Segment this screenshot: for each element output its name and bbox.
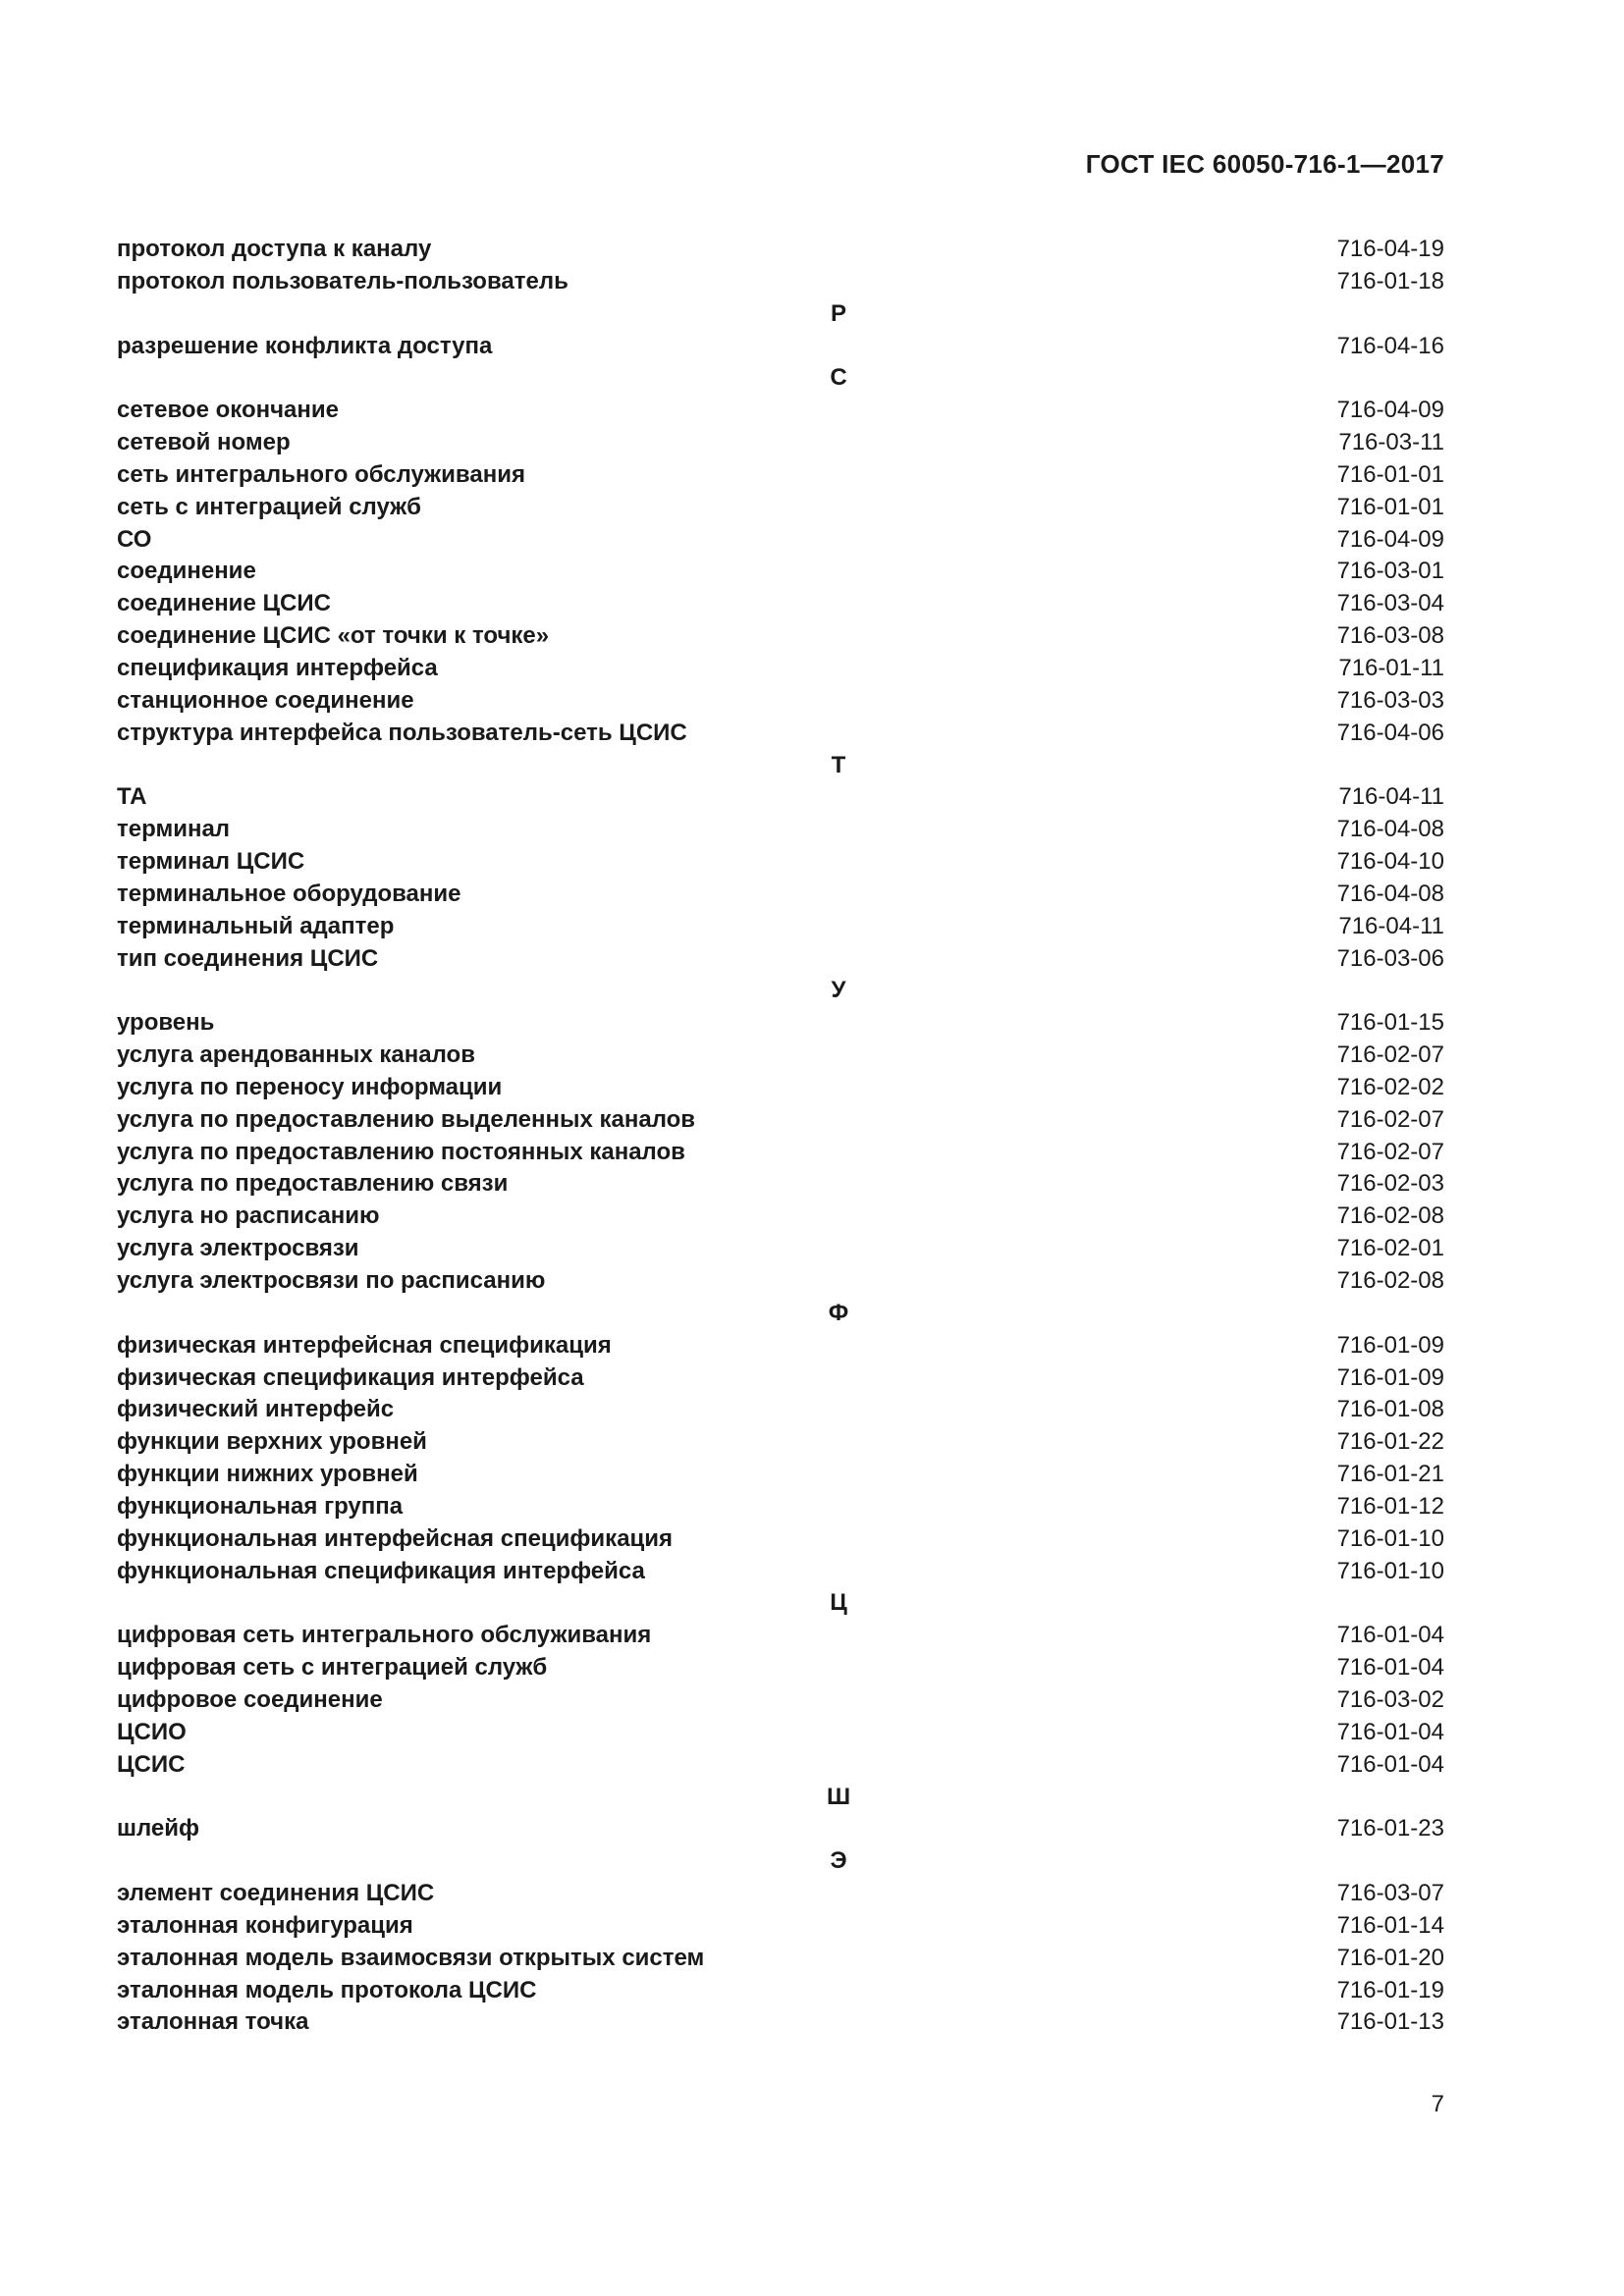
entry-term: услуга но расписанию <box>117 1202 380 1230</box>
entry-term: уровень <box>117 1009 215 1037</box>
index-entry <box>117 395 1444 427</box>
entry-term: ТА <box>117 783 147 811</box>
index-entry <box>117 1684 1444 1717</box>
section-letter: С <box>830 364 847 392</box>
entry-code: 716-01-10 <box>1336 1557 1444 1584</box>
entry-code: 716-02-03 <box>1336 1170 1444 1198</box>
entry-code: 716-04-09 <box>1336 397 1444 424</box>
entry-code: 716-04-08 <box>1336 880 1444 907</box>
index-entry <box>117 492 1444 524</box>
page-number: 7 <box>1431 2091 1444 2117</box>
entry-code: 716-02-07 <box>1336 1041 1444 1069</box>
index-entry <box>117 1813 1444 1845</box>
entry-term: эталонная модель взаимосвязи открытых систем <box>117 1944 705 1971</box>
entry-code: 716-02-02 <box>1336 1073 1444 1100</box>
entry-term: услуга по предоставлению выделенных каналов <box>117 1105 696 1133</box>
entry-term: терминальный адаптер <box>117 912 395 939</box>
index-entry <box>117 781 1444 814</box>
index-entry <box>117 1910 1444 1943</box>
entry-code: 716-03-01 <box>1336 558 1444 585</box>
index-entry <box>117 266 1444 298</box>
entry-term: элемент соединения ЦСИС <box>117 1880 435 1907</box>
entry-term: услуга по переносу информации <box>117 1073 503 1100</box>
entry-term: эталонная конфигурация <box>117 1911 413 1939</box>
entry-term: сеть с интеграцией служб <box>117 493 421 520</box>
entry-term: услуга арендованных каналов <box>117 1041 475 1069</box>
index-entry <box>117 620 1444 653</box>
entry-code: 716-03-04 <box>1336 590 1444 617</box>
entry-term: услуга электросвязи <box>117 1235 359 1262</box>
entry-term: сетевое окончание <box>117 397 339 424</box>
index-entry <box>117 718 1444 750</box>
entry-code: 716-04-11 <box>1338 783 1444 811</box>
entry-term: терминальное оборудование <box>117 880 461 907</box>
index-entry <box>117 1007 1444 1040</box>
index-entry <box>117 911 1444 943</box>
entry-term: структура интерфейса пользователь-сеть ЦСИС <box>117 719 687 746</box>
entry-code: 716-01-14 <box>1336 1911 1444 1939</box>
index-entry <box>117 1330 1444 1362</box>
index-entry <box>117 1652 1444 1684</box>
index-entry <box>117 1459 1444 1491</box>
entry-code: 716-01-01 <box>1336 493 1444 520</box>
entry-term: станционное соединение <box>117 686 414 714</box>
entry-code: 716-01-22 <box>1336 1428 1444 1456</box>
entry-code: 716-04-19 <box>1336 236 1444 262</box>
entry-code: 716-02-08 <box>1336 1202 1444 1230</box>
index-entry <box>117 524 1444 557</box>
index-entry <box>117 1943 1444 1975</box>
entry-code: 716-01-04 <box>1336 1622 1444 1649</box>
entry-term: физический интерфейс <box>117 1396 395 1423</box>
entry-code: 716-03-11 <box>1338 429 1444 456</box>
section-letter: Т <box>831 751 846 778</box>
entry-term: функциональная интерфейсная спецификация <box>117 1524 674 1552</box>
entry-term: протокол доступа к каналу <box>117 236 432 262</box>
index-entry <box>117 1749 1444 1782</box>
entry-code: 716-04-16 <box>1336 332 1444 359</box>
entry-code: 716-01-10 <box>1336 1524 1444 1552</box>
entry-term: соединение <box>117 558 256 585</box>
index-entry <box>117 1233 1444 1265</box>
entry-code: 716-01-04 <box>1336 1654 1444 1682</box>
index-entry <box>117 814 1444 846</box>
index-entry <box>117 427 1444 459</box>
index-entry <box>117 1040 1444 1072</box>
index-entry <box>117 879 1444 911</box>
section-letter: Э <box>830 1847 847 1875</box>
index-entry <box>117 1717 1444 1749</box>
index-entry <box>117 1878 1444 1910</box>
entry-code: 716-01-08 <box>1336 1396 1444 1423</box>
entry-code: 716-01-23 <box>1336 1815 1444 1842</box>
entry-term: сетевой номер <box>117 429 291 456</box>
index-entry <box>117 588 1444 620</box>
entry-code: 716-04-06 <box>1336 719 1444 746</box>
entry-code: 716-03-03 <box>1336 686 1444 714</box>
entry-term: цифровая сеть интегрального обслуживания <box>117 1622 652 1649</box>
entry-term: сеть интегрального обслуживания <box>117 460 525 488</box>
entry-term: функциональная группа <box>117 1492 404 1520</box>
entry-term: функции нижних уровней <box>117 1461 418 1488</box>
entry-term: услуга по предоставлению связи <box>117 1170 509 1198</box>
entry-term: СО <box>117 525 152 553</box>
entry-term: функции верхних уровней <box>117 1428 427 1456</box>
entry-code: 716-01-19 <box>1336 1976 1444 2003</box>
entry-code: 716-02-07 <box>1336 1105 1444 1133</box>
entry-term: терминал <box>117 816 231 843</box>
entry-code: 716-02-07 <box>1336 1138 1444 1165</box>
section-letter: Ц <box>830 1589 847 1617</box>
index-entry <box>117 556 1444 588</box>
entry-code: 716-03-07 <box>1336 1880 1444 1907</box>
section-letter: Ф <box>828 1299 849 1326</box>
index-entry <box>117 1104 1444 1137</box>
entry-code: 716-02-01 <box>1336 1235 1444 1262</box>
entry-term: спецификация интерфейса <box>117 654 438 681</box>
index-entry <box>117 685 1444 718</box>
entry-term: эталонная модель протокола ЦСИС <box>117 1976 537 2003</box>
entry-code: 716-01-13 <box>1336 2008 1444 2036</box>
entry-term: физическая спецификация интерфейса <box>117 1363 584 1391</box>
index-entry <box>117 846 1444 879</box>
entry-term: ЦСИС <box>117 1750 186 1778</box>
entry-term: терминал ЦСИС <box>117 848 305 876</box>
entry-code: 716-01-11 <box>1338 654 1444 681</box>
entry-code: 716-01-04 <box>1336 1750 1444 1778</box>
index-entry <box>117 1201 1444 1233</box>
entry-code: 716-01-12 <box>1336 1492 1444 1520</box>
entry-code: 716-01-09 <box>1336 1363 1444 1391</box>
index-entry <box>117 1556 1444 1588</box>
section-letter: У <box>831 977 846 1004</box>
entry-code: 716-01-18 <box>1336 267 1444 294</box>
section-letter: Р <box>830 299 846 327</box>
entry-term: соединение ЦСИС <box>117 590 331 617</box>
entry-term: функциональная спецификация интерфейса <box>117 1557 645 1584</box>
index-entry <box>117 234 1444 266</box>
entry-code: 716-04-11 <box>1338 912 1444 939</box>
entry-code: 716-01-15 <box>1336 1009 1444 1037</box>
index-entry <box>117 1265 1444 1298</box>
index-entry <box>117 943 1444 976</box>
entry-code: 716-04-09 <box>1336 525 1444 553</box>
entry-term: ЦСИО <box>117 1718 187 1745</box>
entry-term: эталонная точка <box>117 2008 309 2036</box>
entry-code: 716-02-08 <box>1336 1267 1444 1294</box>
index-entry <box>117 1394 1444 1426</box>
index-entry <box>117 331 1444 363</box>
entry-term: цифровая сеть с интеграцией служб <box>117 1654 548 1682</box>
entry-term: цифровое соединение <box>117 1685 383 1713</box>
entry-code: 716-03-02 <box>1336 1685 1444 1713</box>
entry-code: 716-03-08 <box>1336 622 1444 650</box>
index-entry <box>117 1620 1444 1652</box>
index-entry <box>117 653 1444 685</box>
entry-term: физическая интерфейсная спецификация <box>117 1331 612 1359</box>
entry-term: протокол пользователь-пользователь <box>117 267 568 294</box>
index-entry <box>117 1491 1444 1523</box>
entry-code: 716-04-10 <box>1336 848 1444 876</box>
entry-term: шлейф <box>117 1815 200 1842</box>
entry-code: 716-01-20 <box>1336 1944 1444 1971</box>
entry-term: тип соединения ЦСИС <box>117 944 379 972</box>
index-entry <box>117 1523 1444 1556</box>
entry-term: услуга электросвязи по расписанию <box>117 1267 546 1294</box>
index-entry <box>117 2006 1444 2039</box>
entry-term: услуга по предоставлению постоянных каналов <box>117 1138 685 1165</box>
index-entry <box>117 1072 1444 1104</box>
index-entry <box>117 1168 1444 1201</box>
page-header-title: ГОСТ IEC 60050-716-1—2017 <box>1085 149 1444 179</box>
entry-code: 716-01-09 <box>1336 1331 1444 1359</box>
index-entry <box>117 1362 1444 1395</box>
entry-code: 716-03-06 <box>1336 944 1444 972</box>
section-letter: Ш <box>826 1783 851 1810</box>
index-entry <box>117 1137 1444 1169</box>
entry-term: соединение ЦСИС «от точки к точке» <box>117 622 550 650</box>
entry-term: разрешение конфликта доступа <box>117 332 493 359</box>
entry-code: 716-04-08 <box>1336 816 1444 843</box>
entry-code: 716-01-21 <box>1336 1461 1444 1488</box>
index-entry <box>117 459 1444 492</box>
entry-code: 716-01-04 <box>1336 1718 1444 1745</box>
index-entry <box>117 1975 1444 2007</box>
term-index-list <box>117 234 1444 2039</box>
entry-code: 716-01-01 <box>1336 460 1444 488</box>
index-entry <box>117 1426 1444 1459</box>
